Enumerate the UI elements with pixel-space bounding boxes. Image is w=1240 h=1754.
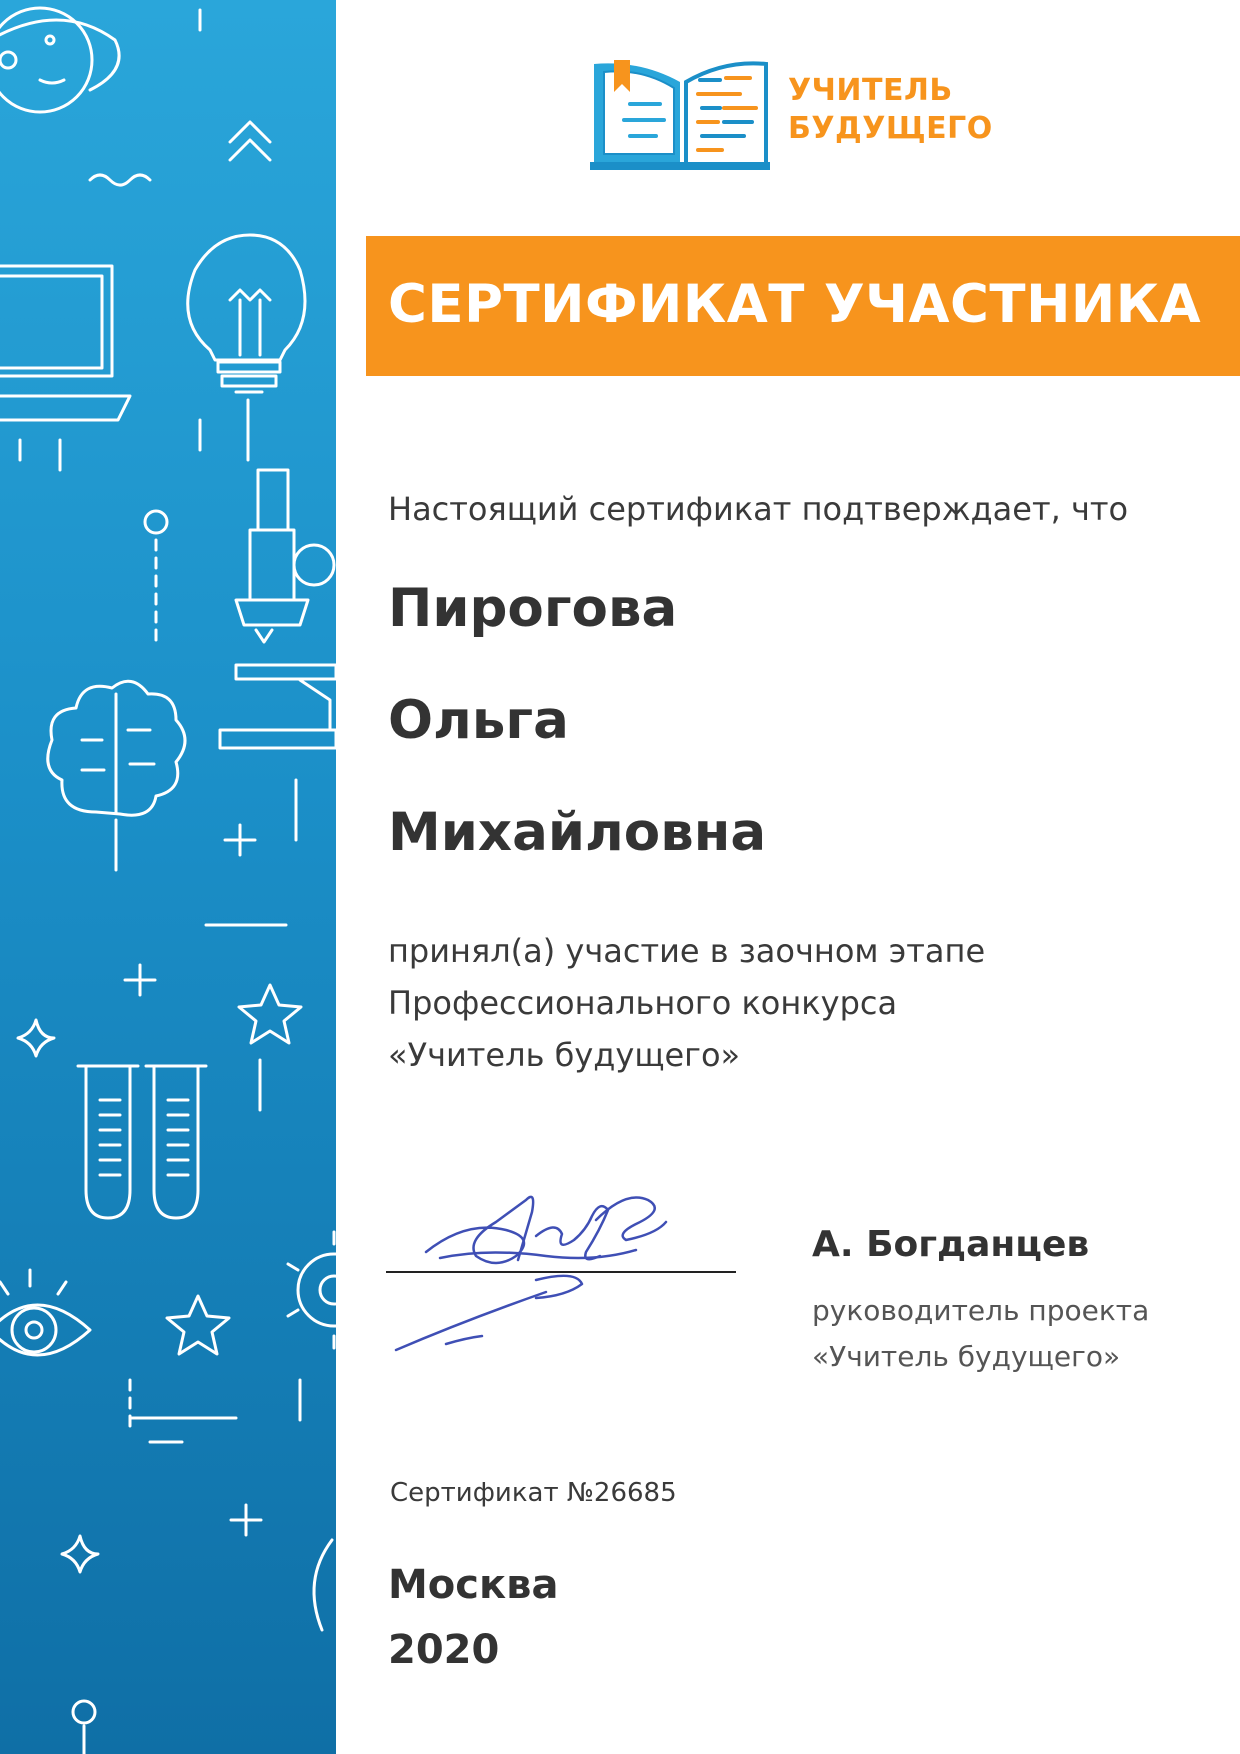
participation-description [388,925,985,1081]
eye-icon [0,1270,90,1355]
logo-text [788,72,993,148]
description-line-2: Профессионального конкурса [388,984,898,1022]
recipient-first-name: Ольга [388,690,569,751]
certificate-number: Сертификат №26685 [390,1478,677,1508]
brain-icon [48,681,185,870]
test-tubes-icon [78,1066,206,1218]
title-banner [366,236,1240,376]
lightbulb-icon [188,235,305,460]
handwritten-signature [386,1160,740,1360]
logo-line-2: БУДУЩЕГО [788,111,993,146]
city: Москва [388,1562,559,1608]
signer-role-line-1: руководитель проекта [812,1294,1150,1327]
sparkle-icon [62,1536,98,1572]
gear-icon [288,1232,336,1348]
signature-line [386,1271,736,1273]
signer-role [812,1288,1149,1380]
signer-role-line-2: «Учитель будущего» [812,1340,1121,1373]
star-icon [239,985,301,1043]
recipient-surname: Пирогова [388,578,678,639]
description-line-1: принял(а) участие в заочном этапе [388,932,986,970]
signer-name: А. Богданцев [812,1224,1090,1265]
planet-icon [0,8,119,112]
star-icon [167,1296,229,1354]
logo [590,52,993,176]
description-line-3: «Учитель будущего» [388,1036,741,1074]
intro-text: Настоящий сертификат подтверждает, что [388,490,1129,528]
logo-line-1: УЧИТЕЛЬ [788,73,953,108]
open-book-icon [590,52,780,176]
laptop-icon [0,266,130,470]
microscope-icon [220,470,336,748]
sparkle-icon [18,1020,54,1056]
signature-area [386,1160,740,1360]
certificate-title: СЕРТИФИКАТ УЧАСТНИКА [388,274,1202,335]
year: 2020 [388,1627,500,1673]
recipient-patronymic: Михайловна [388,802,767,863]
side-panel [0,0,336,1754]
